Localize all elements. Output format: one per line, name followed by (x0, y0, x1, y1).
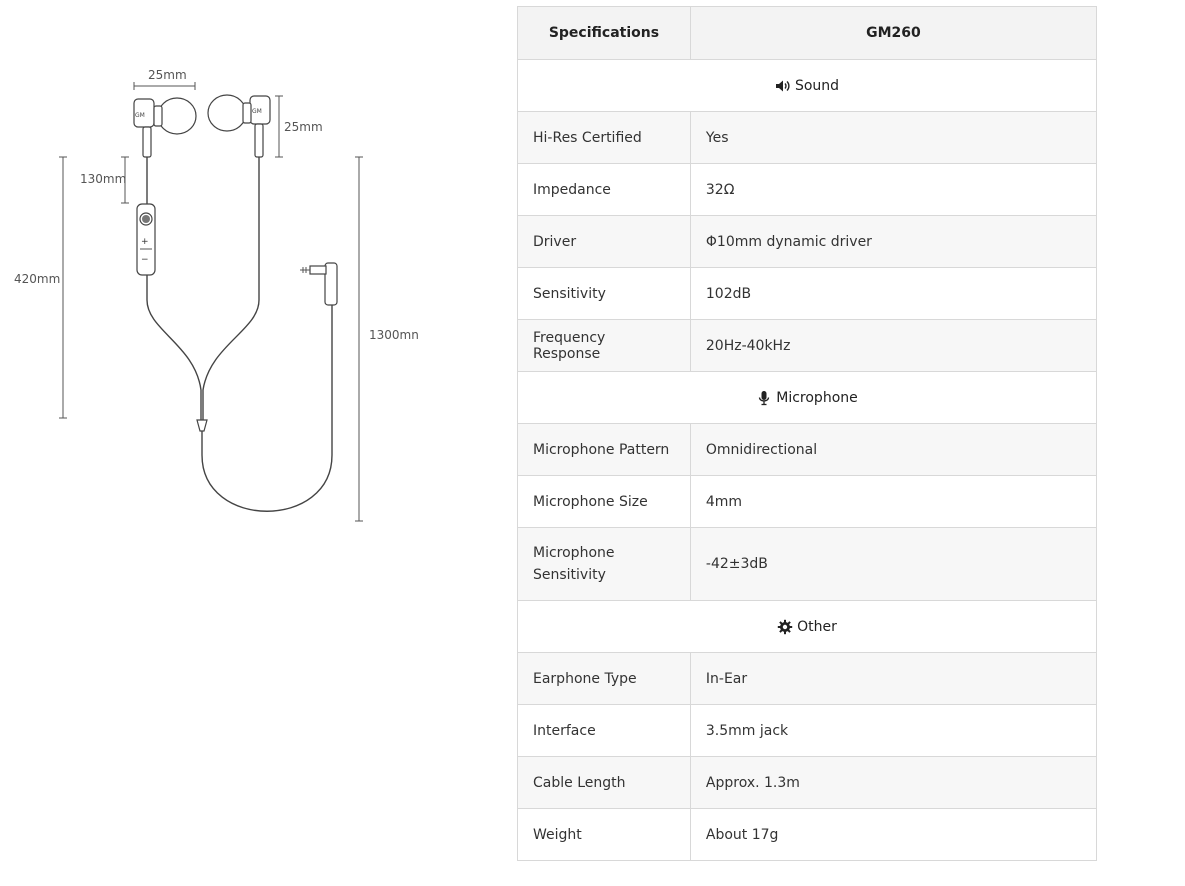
spec-value: 4mm (690, 476, 1096, 528)
spec-key: Microphone Sensitivity (518, 528, 691, 601)
right-earbud (208, 95, 270, 157)
total-length-label: 1300mn (369, 328, 419, 342)
spec-table (517, 6, 1097, 861)
mic-drop-label: 130mm (80, 172, 127, 186)
volume-plus-symbol: + (141, 237, 149, 247)
table-row (518, 476, 1097, 528)
table-row (518, 320, 1097, 372)
main-cable (202, 305, 332, 511)
section-title: Sound (794, 77, 840, 94)
spec-key: Earphone Type (518, 653, 691, 705)
table-row (518, 268, 1097, 320)
spec-key: Frequency Response (518, 320, 691, 372)
speaker-icon (775, 78, 791, 94)
section-other (518, 601, 1097, 653)
audio-jack (300, 263, 337, 305)
spec-key: Sensitivity (518, 268, 691, 320)
table-row (518, 528, 1097, 601)
section-title: Microphone (776, 389, 858, 406)
spec-value: 3.5mm jack (690, 705, 1096, 757)
table-row (518, 809, 1097, 861)
table-row (518, 705, 1097, 757)
section-microphone (518, 372, 1097, 424)
spec-value: -42±3dB (690, 528, 1096, 601)
spec-value: About 17g (690, 809, 1096, 861)
spec-key: Weight (518, 809, 691, 861)
table-row (518, 757, 1097, 809)
table-row (518, 164, 1097, 216)
spec-value: Omnidirectional (690, 424, 1096, 476)
spec-value: Φ10mm dynamic driver (690, 216, 1096, 268)
gear-icon (777, 619, 793, 635)
svg-text:GM: GM (252, 108, 262, 115)
table-row (518, 424, 1097, 476)
split-length-label: 420mm (14, 272, 61, 286)
spec-key: Microphone Size (518, 476, 691, 528)
header-specifications: Specifications (518, 7, 691, 60)
spec-key: Interface (518, 705, 691, 757)
spec-key: Impedance (518, 164, 691, 216)
stem-length-label: 25mm (284, 120, 323, 134)
spec-value: In-Ear (690, 653, 1096, 705)
section-sound (518, 60, 1097, 112)
header-model: GM260 (690, 7, 1096, 60)
table-header-row (518, 7, 1097, 60)
section-title: Other (797, 618, 837, 635)
volume-minus-symbol: − (141, 255, 149, 265)
right-cable (203, 157, 259, 420)
table-row (518, 653, 1097, 705)
left-cable-lower (147, 275, 201, 420)
spec-key: Cable Length (518, 757, 691, 809)
spec-value: Approx. 1.3m (690, 757, 1096, 809)
spec-value: 102dB (690, 268, 1096, 320)
spec-value: Yes (690, 112, 1096, 164)
svg-text:GM: GM (135, 112, 145, 119)
spec-value: 20Hz-40kHz (690, 320, 1096, 372)
spec-key: Hi-Res Certified (518, 112, 691, 164)
table-row (518, 216, 1097, 268)
left-earbud (134, 98, 196, 157)
spec-value: 32Ω (690, 164, 1096, 216)
earbud-width-label: 25mm (148, 68, 187, 82)
inline-remote (137, 204, 155, 275)
spec-key: Driver (518, 216, 691, 268)
table-row (518, 112, 1097, 164)
microphone-icon (756, 390, 772, 406)
earphone-dimension-diagram (0, 0, 500, 600)
spec-key: Microphone Pattern (518, 424, 691, 476)
cable-splitter (197, 420, 207, 431)
